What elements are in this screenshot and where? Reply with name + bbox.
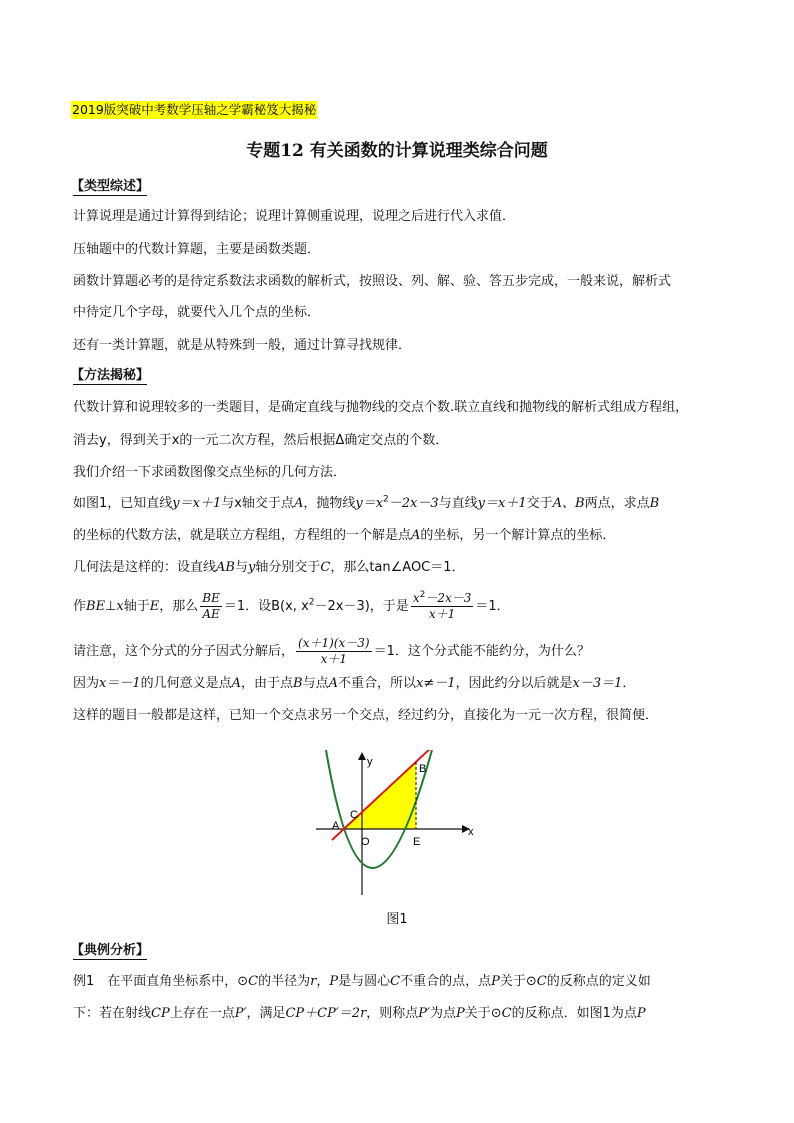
section-examples: 【典例分析】 xyxy=(71,943,150,958)
label-b: B xyxy=(419,763,427,775)
example-line-2: 下：若在射线CP上存在一点P′，满足CP＋CP′＝2r，则称点P′为点P关于⊙C的反称点．如图1为点P xyxy=(73,1006,646,1021)
section-method: 【方法揭秘】 xyxy=(71,368,150,383)
method-para-9: 因为x＝－1的几何意义是点A，由于点B与点A不重合，所以x≠－1，因此约分以后就是x－3＝1． xyxy=(73,676,636,691)
fraction-factored: $\frac{(x+1)(x-3)}{x+1}$ xyxy=(298,636,370,666)
label-o: O xyxy=(361,836,370,848)
summary-line-2: 压轴题中的代数计算题，主要是函数类题． xyxy=(73,242,321,257)
summary-line-1: 计算说理是通过计算得到结论；说理计算侧重说理，说理之后进行代入求值． xyxy=(73,209,516,224)
method-para-2: 消去y，得到关于x的一元二次方程，然后根据Δ确定交点的个数． xyxy=(73,433,449,448)
figure-1 xyxy=(310,750,480,904)
label-y: y xyxy=(367,756,373,768)
method-para-7: 作BE⊥x轴于E，那么 $\frac{BE}{AE}$ ＝1．设B(x, $x^2-2x-3$)，于是 $\frac{x^2-2x-3}{x+1}$ ＝1． xyxy=(73,590,510,621)
section-type-summary: 【类型综述】 xyxy=(71,179,150,194)
example-line-1: 例1 在平面直角坐标系中，⊙C的半径为r，P是与圆心C不重合的点，点P关于⊙C的反称点的定义如 xyxy=(73,974,651,989)
series-tag: 2019版突破中考数学压轴之学霸秘笈大揭秘 xyxy=(72,102,317,117)
method-para-3: 我们介绍一下求函数图像交点坐标的几何方法． xyxy=(73,465,347,480)
method-para-8: 请注意，这个分式的分子因式分解后， $\frac{(x+1)(x-3)}{x+1}$ ＝1．这个分式能不能约分，为什么？ xyxy=(73,636,590,666)
label-x: x xyxy=(468,826,474,838)
method-para-1: 代数计算和说理较多的一类题目，是确定直线与抛物线的交点个数.联立直线和抛物线的解析式组成方程组， xyxy=(73,400,689,415)
method-para-10: 这样的题目一般都是这样，已知一个交点求另一个交点，经过约分，直接化为一元一次方程，很简便． xyxy=(73,708,659,723)
label-a: A xyxy=(332,820,340,832)
figure-1-diagram xyxy=(310,750,480,900)
y-axis-arrow-icon xyxy=(358,752,366,760)
summary-line-3: 函数计算题必考的是待定系数法求函数的解析式，按照设、列、解、验、答五步完成，一般来说，解析式 xyxy=(73,274,672,289)
fraction-quadratic: $\frac{x^2-2x-3}{x+1}$ xyxy=(412,590,472,621)
method-para-6: 几何法是这样的：设直线AB与y轴分别交于C，那么tan∠AOC＝1． xyxy=(73,560,465,575)
fraction-be-over-ae: $\frac{BE}{AE}$ xyxy=(202,591,220,621)
summary-line-5: 还有一类计算题，就是从特殊到一般，通过计算寻找规律． xyxy=(73,338,412,353)
summary-line-4: 中待定几个字母，就要代入几个点的坐标． xyxy=(73,305,321,320)
page-title: 专题12 有关函数的计算说理类综合问题 xyxy=(246,141,548,161)
method-para-5: 的坐标的代数方法，就是联立方程组，方程组的一个解是点A的坐标，另一个解计算点的坐标． xyxy=(73,528,616,543)
label-e: E xyxy=(413,836,421,848)
method-para-4: 如图1，已知直线y＝x＋1与x轴交于点A，抛物线$y=x^2-2x-3$与直线y＝x＋1交于A、B两点，求点B xyxy=(73,494,660,511)
label-c: C xyxy=(350,809,358,821)
figure-caption: 图1 xyxy=(386,912,408,927)
